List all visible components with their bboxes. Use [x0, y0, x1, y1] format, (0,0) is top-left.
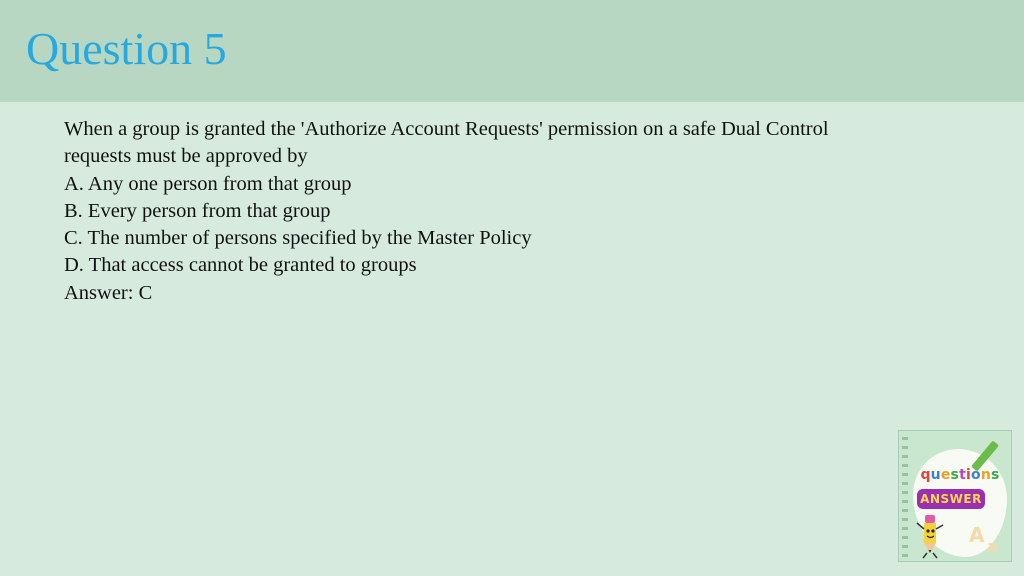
question-text-line-1: When a group is granted the 'Authorize Account Requests' permission on a safe Dual Control [64, 118, 829, 140]
answer-line: Answer: C [64, 281, 153, 304]
option-b: B. Every person from that group [64, 199, 331, 222]
logo-answer-badge: ANSWER [917, 489, 985, 509]
option-c: C. The number of persons specified by the Master Policy [64, 227, 532, 250]
question-body [64, 116, 944, 307]
logo-letter-big: A [969, 523, 985, 547]
logo-letter-small: a [987, 537, 998, 556]
pencil-kid-icon [915, 513, 945, 559]
slide-title: Question 5 [26, 23, 227, 74]
questions-answer-logo [898, 430, 1012, 562]
option-a: A. Any one person from that group [64, 172, 352, 195]
logo-questions-word: questions [920, 467, 1000, 483]
notebook-rings [902, 437, 908, 557]
option-d: D. That access cannot be granted to groups [64, 254, 417, 277]
question-text-line-2: requests must be approved by [64, 145, 308, 168]
